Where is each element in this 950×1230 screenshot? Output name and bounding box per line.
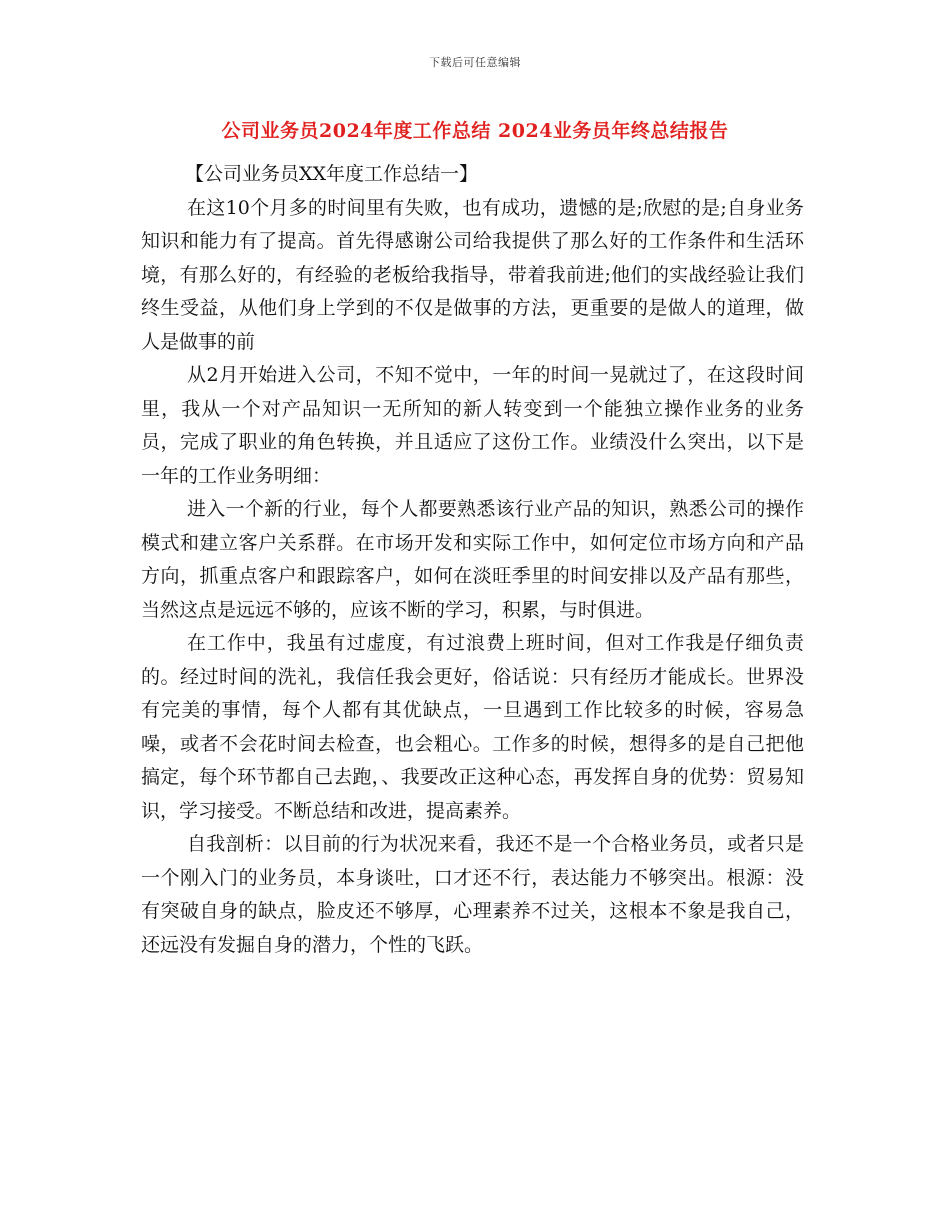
document-body: [141, 158, 804, 962]
paragraph-1: 在这10个月多的时间里有失败，也有成功，遗憾的是;欣慰的是;自身业务知识和能力有了提高。首先得感谢公司给我提供了那么好的工作条件和生活环境，有那么好的，有经验的老板给我指导，带着我前进;他们的实战经验让我们终生受益，从他们身上学到的不仅是做事的方法，更重要的是做人的道理，做人是做事的前: [141, 196, 804, 353]
paragraph-5: 自我剖析：以目前的行为状况来看，我还不是一个合格业务员，或者只是一个刚入门的业务员，本身谈吐，口才还不行，表达能力不够突出。根源：没有突破自身的缺点，脸皮还不够厚，心理素养不过关，这根本不象是我自己，还远没有发掘自身的潜力，个性的飞跃。: [141, 833, 804, 956]
header-note: 下载后可任意编辑: [429, 56, 521, 69]
paragraph-2: 从2月开始进入公司，不知不觉中，一年的时间一晃就过了，在这段时间里，我从一个对产品知识一无所知的新人转变到一个能独立操作业务的业务员，完成了职业的角色转换，并且适应了这份工作。业绩没什么突出，以下是一年的工作业务明细：: [141, 364, 804, 487]
paragraph-4: 在工作中，我虽有过虚度，有过浪费上班时间，但对工作我是仔细负责的。经过时间的洗礼，我信任我会更好，俗话说：只有经历才能成长。世界没有完美的事情，每个人都有其优缺点，一旦遇到工作比较多的时候，容易急噪，或者不会花时间去检查，也会粗心。工作多的时候，想得多的是自己把他搞定，每个环节都自己去跑，、我要改正这种心态，再发挥自身的优势：贸易知识，学习接受。不断总结和改进，提高素养。: [141, 632, 804, 822]
section-heading: 【公司业务员XX年度工作总结一】: [185, 163, 479, 185]
document-title: 公司业务员2024年度工作总结 2024业务员年终总结报告: [221, 120, 729, 142]
paragraph-3: 进入一个新的行业，每个人都要熟悉该行业产品的知识，熟悉公司的操作模式和建立客户关系群。在市场开发和实际工作中，如何定位市场方向和产品方向，抓重点客户和跟踪客户，如何在淡旺季里的时间安排以及产品有那些，当然这点是远远不够的，应该不断的学习，积累，与时俱进。: [141, 498, 804, 621]
